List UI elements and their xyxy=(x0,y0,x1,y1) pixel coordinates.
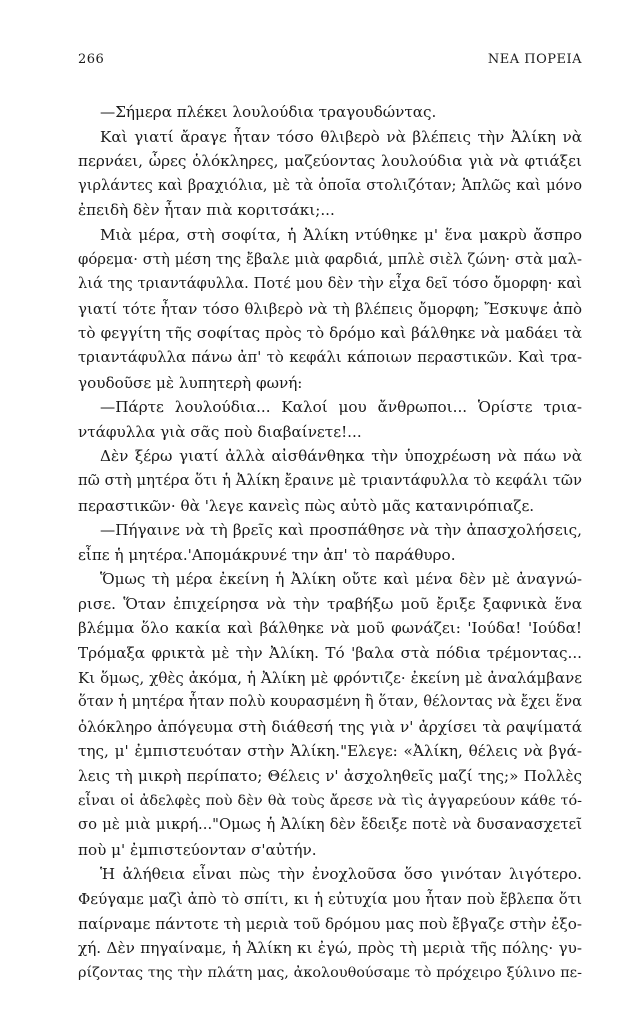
running-head xyxy=(78,52,582,76)
text-line: περνάει, ὧρες ὁλόκληρες, μαζεύοντας λουλούδια γιὰ νὰ φτιάξει xyxy=(78,152,582,171)
text-line: λεις τὴ μικρὴ περίπατο; Θέλεις ν' ἀσχοληθεῖς μαζί της;» Πολλὲς xyxy=(78,767,582,786)
text-line: γιρλάντες καὶ βραχιόλια, μὲ τὰ ὁποῖα στολιζόταν; Ἁπλῶς καὶ μόνο xyxy=(78,176,582,194)
text-line: χή. Δὲν πηγαίναμε, ἡ Ἀλίκη κι ἐγώ, πρὸς τὴ μεριὰ τῆς πόλης· γυ- xyxy=(78,939,582,958)
text-line: Δὲν ξέρω γιατί ἀλλὰ αἰσθάνθηκα τὴν ὑποχρέωση νὰ πάω νὰ xyxy=(100,447,582,466)
text-line: σο μὲ μιὰ μικρή..."Ομως ἡ Ἀλίκη δὲν ἔδειξε ποτὲ νὰ δυσανασχετεῖ xyxy=(78,816,582,834)
text-line: ντάφυλλα γιὰ σᾶς ποὺ διαβαίνετε!... xyxy=(78,422,362,441)
text-line: Μιὰ μέρα, στὴ σοφίτα, ἡ Ἀλίκη ντύθηκε μ' ἕνα μακρὺ ἄσπρο xyxy=(100,225,582,244)
text-line: βλέμμα ὅλο κακία καὶ βάλθηκε νὰ μοῦ φωνάζει: 'Ιούδα! 'Ιούδα! xyxy=(78,619,582,638)
text-line: ὁλόκληρο ἀπόγευμα στὴ διάθεσή της γιὰ ν' ἀρχίσει τὰ ραψίματά xyxy=(78,717,582,736)
text-line: πῶ στὴ μητέρα ὅτι ἡ Ἀλίκη ἔραινε μὲ τριαντάφυλλα τὸ κεφάλι τῶν xyxy=(78,471,582,489)
text-line: γιατί τότε ἦταν τόσο θλιβερὸ νὰ τὴ βλέπεις ὄμορφη; Ἔσκυψε ἀπὸ xyxy=(78,299,582,318)
text-line: ἐπειδὴ δὲν ἦταν πιὰ κοριτσάκι;... xyxy=(78,201,335,220)
running-title: ΝΕΑ ΠΟΡΕΙΑ xyxy=(487,52,582,67)
text-line: εἶναι οἱ ἀδελφὲς ποὺ δὲν θὰ τοὺς ἄρεσε νὰ τὶς ἀγγαρεύουν κάθε τό- xyxy=(78,792,582,809)
text-line: λιά της τριαντάφυλλα. Ποτέ μου δὲν τὴν εἶχα δεῖ τόσο ὄμορφη· καὶ xyxy=(78,275,582,293)
text-line: Τρόμαξα φρικτὰ μὲ τὴν Ἀλίκη. Τό 'βαλα στὰ πόδια τρέμοντας... xyxy=(78,644,582,663)
text-line: ὅταν ἡ μητέρα ἦταν πολὺ κουρασμένη ἢ ὅταν, θέλοντας νὰ ἔχει ἕνα xyxy=(78,693,582,711)
text-line: —Πήγαινε νὰ τὴ βρεῖς καὶ προσπάθησε νὰ τὴν ἀπασχολήσεις, xyxy=(100,521,582,540)
text-line: —Σήμερα πλέκει λουλούδια τραγουδώντας. xyxy=(100,103,437,121)
text-line: Φεύγαμε μαζὶ ἀπὸ τὸ σπίτι, κι ἡ εὐτυχία μου ἦταν ποὺ ἔβλεπα ὅτι xyxy=(78,890,582,908)
text-line: Καὶ γιατί ἄραγε ἦταν τόσο θλιβερὸ νὰ βλέπεις τὴν Ἀλίκη νὰ xyxy=(100,127,582,146)
book-page xyxy=(78,52,582,1002)
text-line: της, μ' ἐμπιστευόταν στὴν Ἀλίκη."Ελεγε: «Ἀλίκη, θέλεις νὰ βγά- xyxy=(78,742,582,761)
text-line: παίρναμε πάντοτε τὴ μεριὰ τοῦ δρόμου μας ποὺ ἔβγαζε στὴν ἐξο- xyxy=(78,914,582,933)
text-line: Ἡ ἀλήθεια εἶναι πὼς τὴν ἐνοχλοῦσα ὅσο γινόταν λιγότερο. xyxy=(100,865,582,884)
text-line: φόρεμα· στὴ μέση της ἔβαλε μιὰ φαρδιά, μπλὲ σιὲλ ζώνη· στὰ μαλ- xyxy=(78,250,582,268)
body-text xyxy=(78,100,582,985)
text-line: εἶπε ἡ μητέρα.'Απομάκρυνέ την ἀπ' τὸ παράθυρο. xyxy=(78,545,456,564)
text-line: ρισε. Ὅταν ἐπιχείρησα νὰ τὴν τραβήξω μοῦ ἔριξε ξαφνικὰ ἕνα xyxy=(78,594,582,613)
text-line: ρίζοντας της τὴν πλάτη μας, ἀκολουθούσαμε τὸ πρόχειρο ξύλινο πε- xyxy=(78,964,582,981)
text-line: γουδοῦσε μὲ λυπητερὴ φωνή: xyxy=(78,373,303,392)
text-line: περαστικῶν· θὰ 'λεγε κανεὶς πὼς αὐτὸ μᾶς κατανιρόπιαζε. xyxy=(78,496,535,515)
page-number: 266 xyxy=(78,52,105,67)
text-line: τὸ φεγγίτη τῆς σοφίτας πρὸς τὸ δρόμο καὶ βάλθηκε νὰ μαδάει τὰ xyxy=(78,324,582,343)
text-line: ποὺ μ' ἐμπιστεύονταν σ'αὐτήν. xyxy=(78,840,317,859)
text-line: τριαντάφυλλα πάνω ἀπ' τὸ κεφάλι κάποιων περαστικῶν. Καὶ τρα- xyxy=(78,348,582,366)
text-line: Ὅμως τὴ μέρα ἐκείνη ἡ Ἀλίκη οὔτε καὶ μένα δὲν μὲ ἀναγνώ- xyxy=(100,570,582,589)
text-line: Κι ὅμως, χθὲς ἀκόμα, ἡ Ἀλίκη μὲ φρόντιζε· ἐκείνη μὲ ἀναλάμβανε xyxy=(78,668,582,687)
text-line: —Πάρτε λουλούδια... Καλοί μου ἄνθρωποι... Ὁρίστε τρια- xyxy=(100,398,582,417)
